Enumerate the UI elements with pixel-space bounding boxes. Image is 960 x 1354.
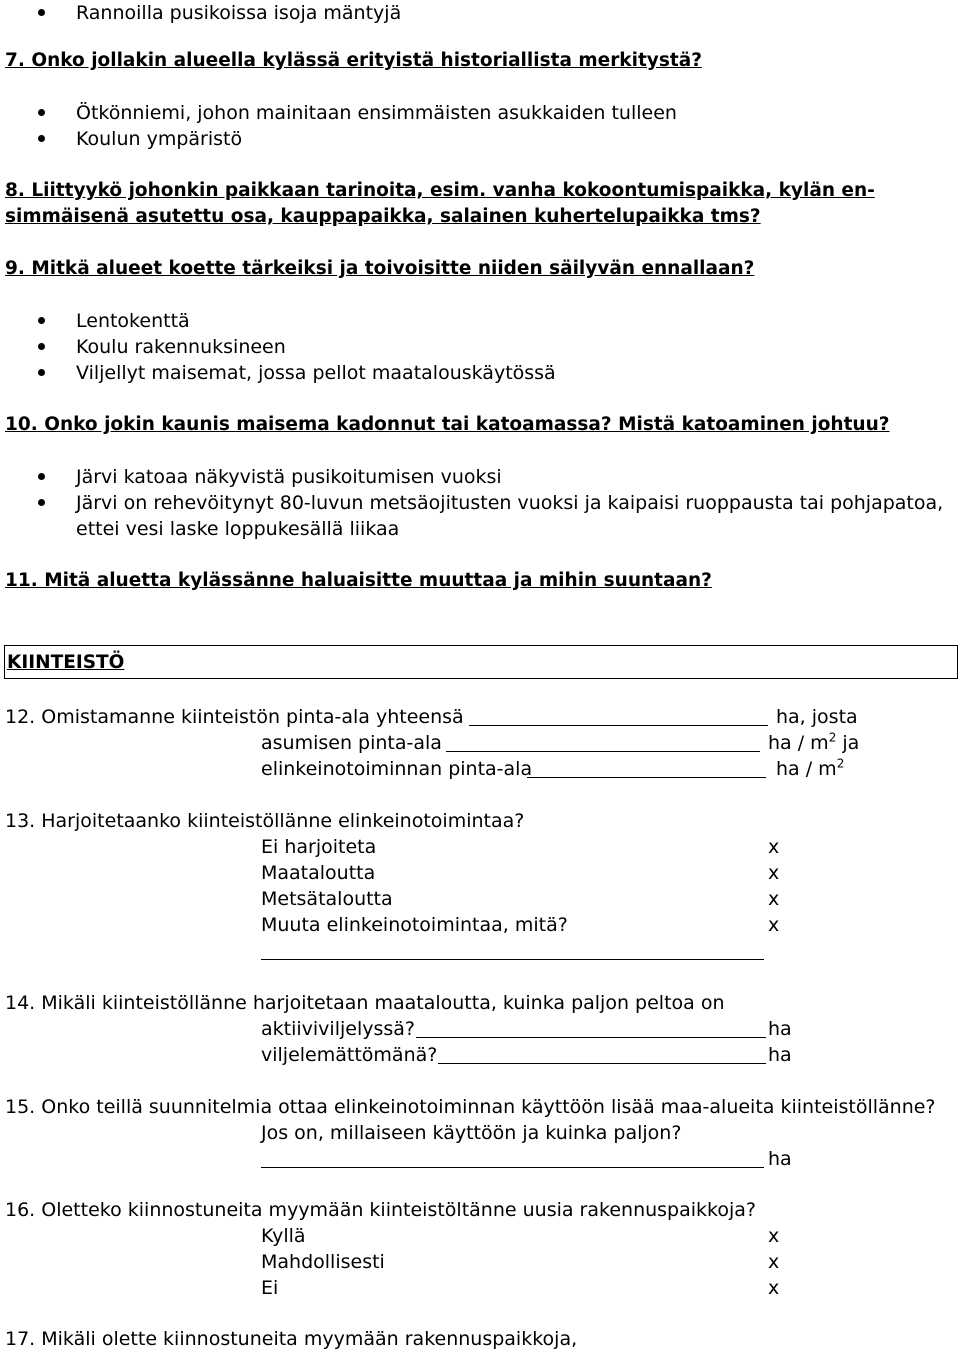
bullet <box>38 473 45 480</box>
option-label: Maataloutta <box>261 862 376 884</box>
option-mark[interactable]: x <box>768 1251 780 1273</box>
question-8: 8. Liittyykö johonkin paikkaan tarinoita, esim. vanha kokoontumispaikka, kylän en- <box>5 180 875 201</box>
blank-line[interactable] <box>261 1167 764 1168</box>
blank-line[interactable] <box>446 751 760 752</box>
option-label: Metsätaloutta <box>261 888 393 910</box>
row-label: asumisen pinta-ala <box>261 732 442 754</box>
answer-text: Viljellyt maisemat, jossa pellot maatalouskäytössä <box>76 362 556 384</box>
unit-text: ha / m <box>776 758 837 780</box>
row-label: aktiiviviljelyssä? <box>261 1018 415 1040</box>
row-label: elinkeinotoiminnan pinta-ala <box>261 758 533 780</box>
answer-text: Koulu rakennuksineen <box>76 336 286 358</box>
blank-line[interactable] <box>261 959 764 960</box>
answer-text: Ötkönniemi, johon mainitaan ensimmäisten asukkaiden tulleen <box>76 102 677 124</box>
row-label: Jos on, millaiseen käyttöön ja kuinka paljon? <box>261 1122 682 1144</box>
unit-label: ha <box>768 1018 792 1040</box>
blank-line[interactable] <box>416 1037 766 1038</box>
option-label: Mahdollisesti <box>261 1251 385 1273</box>
question-9: 9. Mitkä alueet koette tärkeiksi ja toivoisitte niiden säilyvän ennallaan? <box>5 258 755 279</box>
section-header-box <box>4 645 958 679</box>
option-mark[interactable]: x <box>768 914 780 936</box>
unit-label <box>776 756 844 782</box>
section-title: KIINTEISTÖ <box>7 652 125 673</box>
bullet <box>38 9 45 16</box>
option-mark[interactable]: x <box>768 836 780 858</box>
question-13: 13. Harjoitetaanko kiinteistöllänne elinkeinotoimintaa? <box>5 810 525 832</box>
bullet <box>38 369 45 376</box>
option-label: Ei harjoiteta <box>261 836 377 858</box>
question-14: 14. Mikäli kiinteistöllänne harjoitetaan maataloutta, kuinka paljon peltoa on <box>5 992 725 1014</box>
superscript: 2 <box>836 756 845 771</box>
answer-text: Koulun ympäristö <box>76 128 243 150</box>
bullet <box>38 343 45 350</box>
unit-text: ha / m <box>768 732 829 754</box>
answer-text: Lentokenttä <box>76 310 190 332</box>
answer-text: Rannoilla pusikoissa isoja mäntyjä <box>76 2 402 24</box>
question-17: 17. Mikäli olette kiinnostuneita myymään rakennuspaikkoja, <box>5 1328 578 1350</box>
bullet <box>38 109 45 116</box>
option-mark[interactable]: x <box>768 862 780 884</box>
answer-text: Järvi katoaa näkyvistä pusikoitumisen vuoksi <box>76 466 502 488</box>
option-mark[interactable]: x <box>768 1225 780 1247</box>
bullet <box>38 317 45 324</box>
option-label: Ei <box>261 1277 279 1299</box>
option-label: Muuta elinkeinotoimintaa, mitä? <box>261 914 568 936</box>
blank-line[interactable] <box>469 725 768 726</box>
question-12: 12. Omistamanne kiinteistön pinta-ala yhteensä <box>5 706 464 728</box>
blank-line[interactable] <box>438 1063 766 1064</box>
question-11: 11. Mitä aluetta kylässänne haluaisitte muuttaa ja mihin suuntaan? <box>5 570 712 591</box>
question-15: 15. Onko teillä suunnitelmia ottaa elinkeinotoiminnan käyttöön lisää maa-alueita kiinteistöllänne? <box>5 1096 936 1118</box>
bullet <box>38 499 45 506</box>
question-8-cont: simmäisenä asutettu osa, kauppapaikka, salainen kuhertelupaikka tms? <box>5 206 761 227</box>
question-10: 10. Onko jokin kaunis maisema kadonnut tai katoamassa? Mistä katoaminen johtuu? <box>5 414 890 435</box>
option-mark[interactable]: x <box>768 888 780 910</box>
question-16: 16. Oletteko kiinnostuneita myymään kiinteistöltänne uusia rakennuspaikkoja? <box>5 1199 756 1221</box>
unit-label <box>768 730 859 756</box>
option-mark[interactable]: x <box>768 1277 780 1299</box>
answer-text: Järvi on rehevöitynyt 80-luvun metsäojitusten vuoksi ja kaipaisi ruoppausta tai pohjapatoa, <box>76 492 944 514</box>
answer-text-cont: ettei vesi laske loppukesällä liikaa <box>76 518 400 540</box>
unit-label: ha <box>768 1044 792 1066</box>
row-label: viljelemättömänä? <box>261 1044 438 1066</box>
question-7: 7. Onko jollakin alueella kylässä erityistä historiallista merkitystä? <box>5 50 702 71</box>
option-label: Kyllä <box>261 1225 306 1247</box>
unit-label: ha <box>768 1148 792 1170</box>
bullet <box>38 135 45 142</box>
blank-line[interactable] <box>527 777 766 778</box>
superscript: 2 <box>828 730 837 745</box>
unit-label: ha, josta <box>776 706 858 728</box>
unit-text: ja <box>842 732 860 754</box>
